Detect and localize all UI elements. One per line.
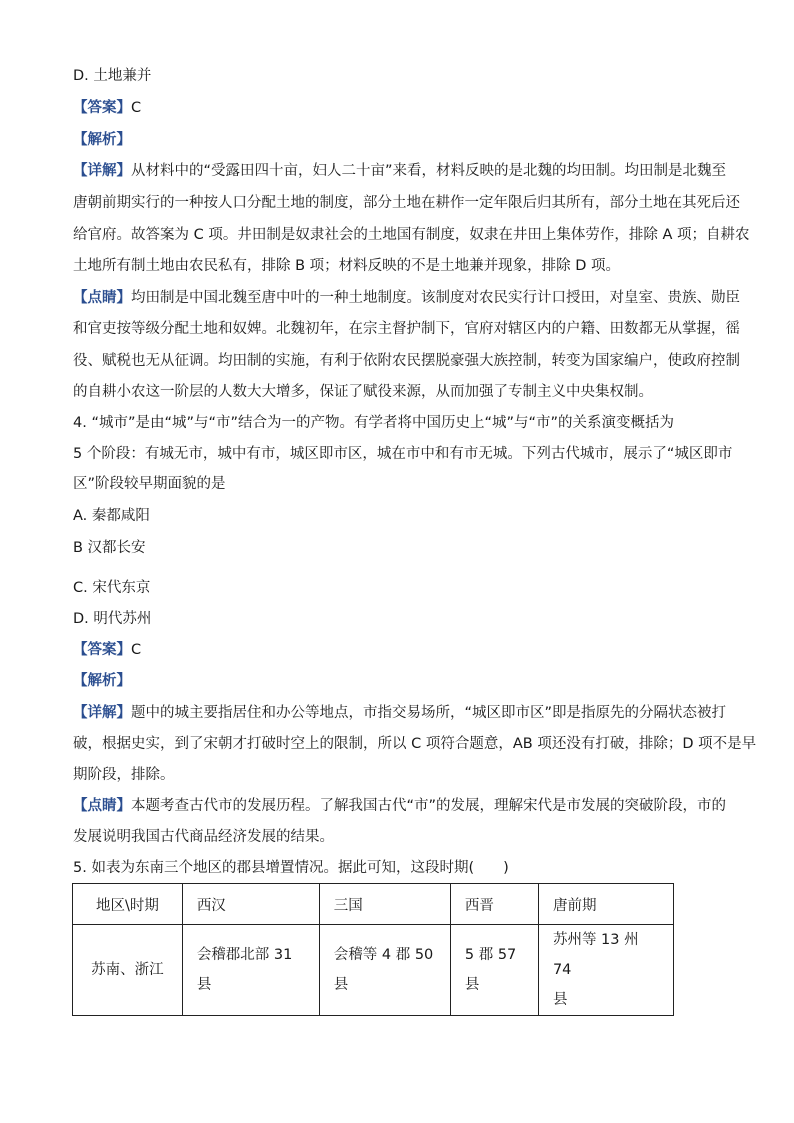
table-cell — [319, 925, 450, 1016]
q3-point-line-1 — [73, 289, 740, 307]
detail-tag: 【详解】 — [73, 705, 131, 721]
table-header-cell: 西晋 — [450, 884, 538, 925]
q4-option-c: C. 宋代东京 — [73, 580, 151, 596]
table-row — [73, 925, 674, 1016]
table-header-cell: 唐前期 — [538, 884, 673, 925]
q4-detail-line-2: 破，根据史实，到了宋朝才打破时空上的限制，所以 C 项符合题意，AB 项还没有打破，排除；D 项不是早 — [73, 736, 757, 752]
table-header-cell: 三国 — [319, 884, 450, 925]
cell-text: 县 — [464, 977, 480, 993]
q3-detail-line-4: 土地所有制土地由农民私有，排除 B 项；材料反映的不是土地兼并现象，排除 D 项。 — [73, 258, 621, 274]
table-cell — [182, 925, 319, 1016]
detail-text: 从材料中的“受露田四十亩，妇人二十亩”来看，材料反映的是北魏的均田制。均田制是北魏至 — [131, 163, 727, 179]
q5-stem: 5. 如表为东南三个地区的郡县增置情况。据此可知，这段时期( ) — [73, 860, 509, 876]
q3-detail-line-2: 唐朝前期实行的一种按人口分配土地的制度，部分土地在耕作一定年限后归其所有，部分土地在其死后还 — [73, 195, 740, 211]
q4-option-b: B 汉都长安 — [73, 540, 146, 556]
table-cell — [538, 925, 673, 1016]
q3-option-d: D. 土地兼并 — [73, 68, 152, 84]
q4-stem-line-2: 5 个阶段：有城无市，城中有市，城区即市区，城在市中和有市无城。下列古代城市，展示了“城区即市 — [73, 446, 733, 462]
q4-point-line-1 — [73, 797, 727, 815]
cell-text: 县 — [333, 977, 349, 993]
q3-point-line-3: 役、赋税也无从征调。均田制的实施，有利于依附农民摆脱豪强大族控制，转变为国家编户，使政府控制 — [73, 353, 740, 369]
answer-tag: 【答案】 — [73, 642, 131, 658]
answer-value: C — [131, 642, 142, 658]
point-tag: 【点睛】 — [73, 798, 131, 814]
q3-point-line-2: 和官吏按等级分配土地和奴婢。北魏初年，在宗主督护制下，官府对辖区内的户籍、田数都无从掌握，徭 — [73, 321, 740, 337]
q3-answer — [73, 99, 723, 117]
q3-detail-line-1 — [73, 162, 727, 180]
cell-text: 县 — [196, 977, 212, 993]
q4-answer — [73, 641, 723, 659]
cell-text: 会稽郡北部 31 — [196, 947, 293, 963]
q3-analysis-tag — [73, 131, 723, 149]
point-tag: 【点睛】 — [73, 290, 131, 306]
q4-detail-line-1 — [73, 704, 727, 722]
analysis-tag: 【解析】 — [73, 132, 131, 148]
point-text: 均田制是中国北魏至唐中叶的一种土地制度。该制度对农民实行计口授田，对皇室、贵族、勋臣 — [131, 290, 740, 306]
point-text: 本题考查古代市的发展历程。了解我国古代“市”的发展，理解宋代是市发展的突破阶段，市的 — [131, 798, 727, 814]
cell-text: 5 郡 57 — [464, 947, 517, 963]
q4-stem-line-3: 区”阶段较早期面貌的是 — [73, 476, 226, 492]
answer-tag: 【答案】 — [73, 100, 131, 116]
q3-point-line-4: 的自耕小农这一阶层的人数大大增多，保证了赋役来源，从而加强了专制主义中央集权制。 — [73, 384, 653, 400]
detail-text: 题中的城主要指居住和办公等地点，市指交易场所，“城区即市区”即是指原先的分隔状态被打 — [131, 705, 727, 721]
cell-text: 会稽等 4 郡 50 — [333, 947, 434, 963]
table-cell — [450, 925, 538, 1016]
q4-analysis-tag — [73, 672, 723, 690]
county-table — [72, 883, 674, 1016]
table-header-cell: 西汉 — [182, 884, 319, 925]
q4-stem-line-1: 4. “城市”是由“城”与“市”结合为一的产物。有学者将中国历史上“城”与“市”的关系演变概括为 — [73, 415, 675, 431]
cell-text: 县 — [552, 992, 568, 1008]
answer-value: C — [131, 100, 142, 116]
q3-detail-line-3: 给官府。故答案为 C 项。井田制是奴隶社会的土地国有制度，奴隶在井田上集体劳作，排除 A 项；自耕农 — [73, 227, 750, 243]
table-header-cell: 地区\时期 — [73, 884, 183, 925]
table-header-row — [73, 884, 674, 925]
detail-tag: 【详解】 — [73, 163, 131, 179]
analysis-tag: 【解析】 — [73, 673, 131, 689]
q4-option-d: D. 明代苏州 — [73, 611, 152, 627]
q4-option-a: A. 秦都咸阳 — [73, 508, 150, 524]
q4-detail-line-3: 期阶段，排除。 — [73, 767, 175, 783]
table-row-label: 苏南、浙江 — [73, 925, 183, 1016]
cell-text: 苏州等 13 州 74 — [552, 932, 639, 978]
q4-point-line-2: 发展说明我国古代商品经济发展的结果。 — [73, 829, 334, 845]
